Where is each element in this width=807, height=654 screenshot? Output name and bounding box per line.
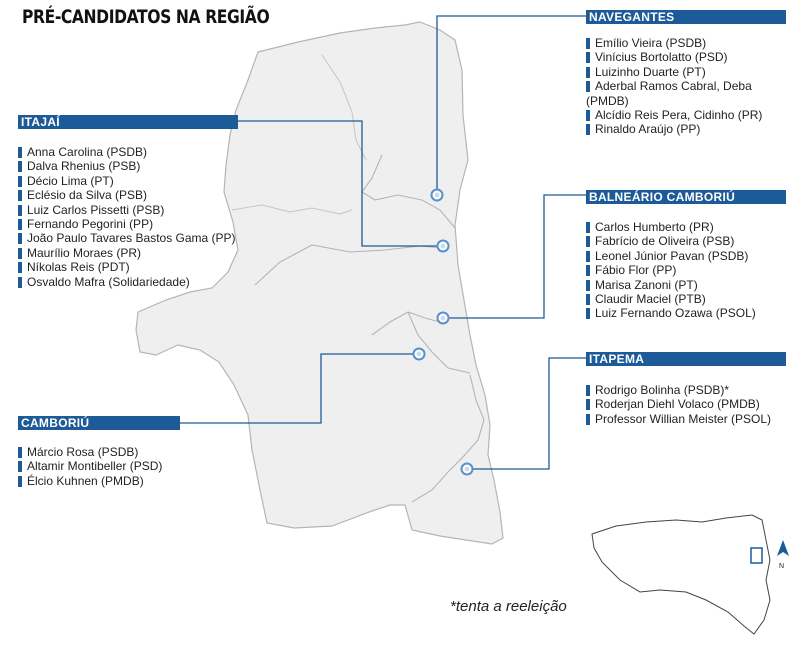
- candidate-item: Altamir Montibeller (PSD): [18, 459, 180, 473]
- candidate-item: Fabrício de Oliveira (PSB): [586, 234, 786, 248]
- candidate-item: Luizinho Duarte (PT): [586, 65, 786, 79]
- candidate-item: Roderjan Diehl Volaco (PMDB): [586, 397, 786, 411]
- leader-line-balneario: [444, 195, 586, 318]
- panel-header: ITAPEMA: [586, 352, 786, 366]
- panel-itajai: [18, 115, 238, 289]
- candidate-item: Aderbal Ramos Cabral, Deba (PMDB): [586, 79, 761, 108]
- candidate-item: Márcio Rosa (PSDB): [18, 445, 180, 459]
- page-title: PRÉ-CANDIDATOS NA REGIÃO: [22, 6, 270, 28]
- candidate-item: Níkolas Reis (PDT): [18, 260, 238, 274]
- panel-itapema: [586, 352, 786, 426]
- candidate-item: Marisa Zanoni (PT): [586, 278, 786, 292]
- candidate-item: Maurílio Moraes (PR): [18, 246, 238, 260]
- candidate-item: Leonel Júnior Pavan (PSDB): [586, 249, 786, 263]
- panel-header: NAVEGANTES: [586, 10, 786, 24]
- north-label: N: [779, 563, 785, 570]
- candidate-item: Fábio Flor (PP): [586, 263, 786, 277]
- marker-navegantes: [432, 190, 443, 201]
- candidate-item: Élcio Kuhnen (PMDB): [18, 474, 180, 488]
- panel-header: ITAJAÍ: [18, 115, 238, 129]
- candidate-item: Luiz Fernando Ozawa (PSOL): [586, 306, 786, 320]
- marker-balneario: [438, 313, 449, 324]
- candidate-item: Luiz Carlos Pissetti (PSB): [18, 203, 238, 217]
- candidate-item: Alcídio Reis Pera, Cidinho (PR): [586, 108, 786, 122]
- candidate-item: Décio Lima (PT): [18, 174, 238, 188]
- candidate-item: Carlos Humberto (PR): [586, 220, 786, 234]
- candidate-item: Rodrigo Bolinha (PSDB)*: [586, 383, 786, 397]
- panel-header: BALNEÁRIO CAMBORIÚ: [586, 190, 786, 204]
- footnote: *tenta a reeleição: [450, 598, 567, 615]
- candidate-item: Rinaldo Araújo (PP): [586, 122, 786, 136]
- candidate-item: Claudir Maciel (PTB): [586, 292, 786, 306]
- north-arrow-icon: [777, 540, 789, 556]
- candidate-list: [18, 445, 180, 488]
- candidate-item: Anna Carolina (PSDB): [18, 145, 238, 159]
- candidate-item: Vinícius Bortolatto (PSD): [586, 50, 786, 64]
- candidate-item: Eclésio da Silva (PSB): [18, 188, 238, 202]
- candidate-list: [18, 145, 238, 289]
- candidate-item: Osvaldo Mafra (Solidariedade): [18, 275, 238, 289]
- inset-state-outline: [592, 515, 770, 634]
- candidate-item: Dalva Rhenius (PSB): [18, 159, 238, 173]
- panel-navegantes: [586, 10, 786, 137]
- candidate-list: [586, 36, 786, 137]
- panel-camboriu: [18, 416, 180, 488]
- candidate-item: João Paulo Tavares Bastos Gama (PP): [18, 231, 238, 245]
- marker-itapema: [462, 464, 473, 475]
- candidate-item: Fernando Pegorini (PP): [18, 217, 238, 231]
- marker-camboriu: [414, 349, 425, 360]
- candidate-list: [586, 220, 786, 321]
- marker-itajai: [438, 241, 449, 252]
- inset-state-map: [592, 515, 789, 634]
- candidate-item: Emílio Vieira (PSDB): [586, 36, 786, 50]
- panel-balneario-camboriu: [586, 190, 786, 321]
- candidate-list: [586, 383, 786, 426]
- panel-header: CAMBORIÚ: [18, 416, 180, 430]
- candidate-item: Professor Willian Meister (PSOL): [586, 412, 786, 426]
